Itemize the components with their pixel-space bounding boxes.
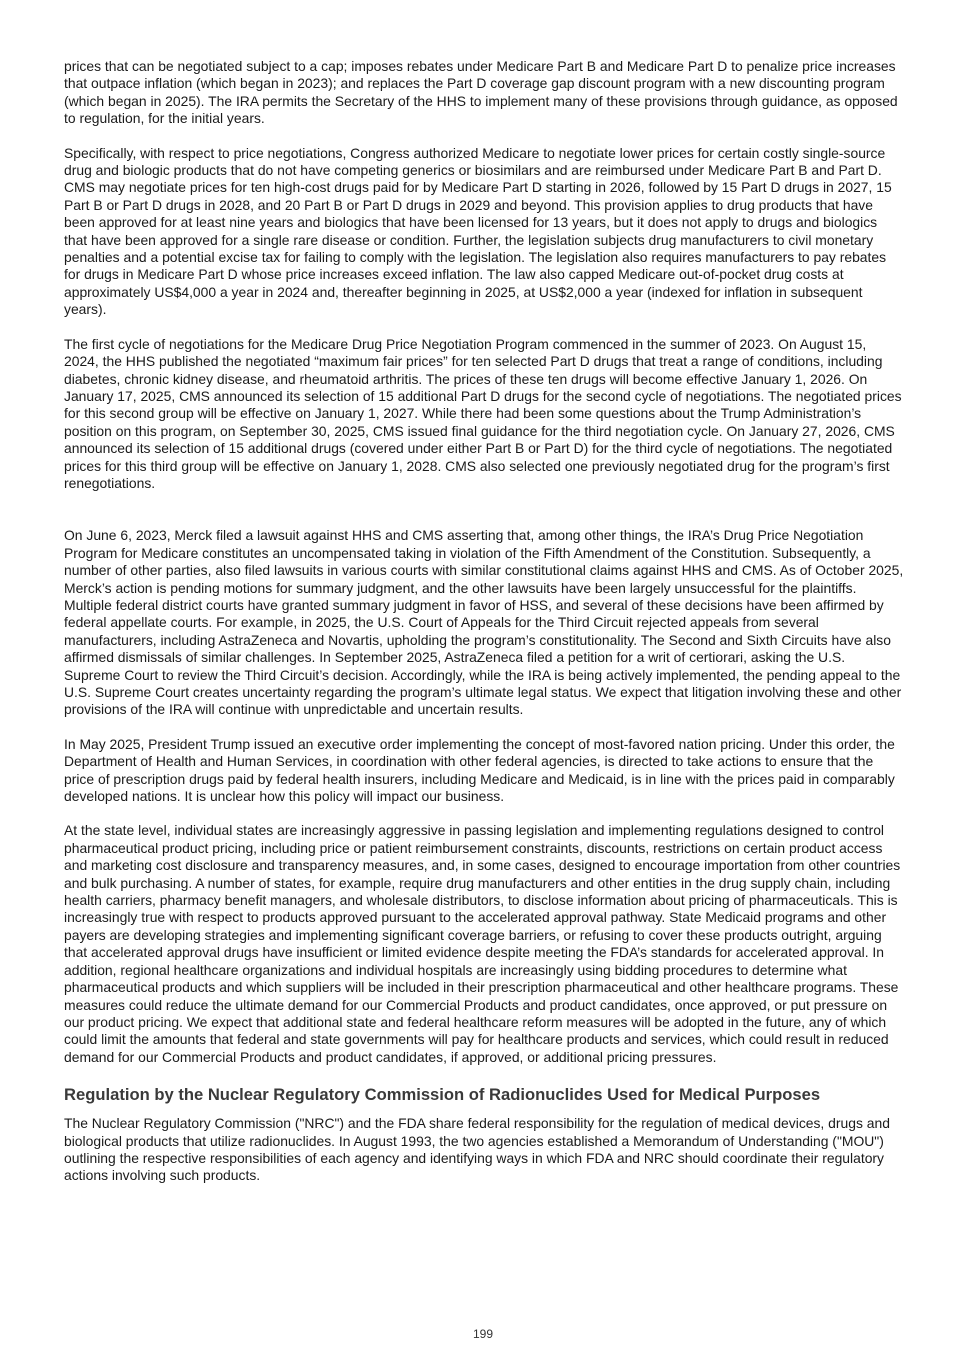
paragraph-ira-provisions: prices that can be negotiated subject to a cap; imposes rebates under Medicare Part B and Medicare Part D to penalize price increases that outpace inflation (which began in 2023); and replaces the Part D coverage gap discount program with a new discounting program (which began in 2025). The IRA permits the Secretary of the HHS to implement many of these provisions through guidance, as opposed to regulation, for the initial years. — [64, 58, 898, 127]
paragraph-price-negotiations: Specifically, with respect to price negotiations, Congress authorized Medicare to negotiate lower prices for certain costly single-source drug and biologic products that do not have competing generics or biosimilars and are reimbursed under Medicare Part B and Part D. CMS may negotiate prices for ten high-cost drugs paid for by Medicare Part D starting in 2026, followed by 15 Part D drugs in 2027, 15 Part B or Part D drugs in 2028, and 20 Part B or Part D drugs in 2029 and beyond. This provision applies to drug products that have been approved for at least nine years and biologics that have been licensed for 13 years, but it does not apply to drugs and biologics that have been approved for a single rare disease or condition. Further, the legislation subjects drug manufacturers to civil monetary penalties and a potential excise tax for failing to comply with the legislation. The legislation also requires manufacturers to pay rebates for drugs in Medicare Part D whose price increases exceed inflation. The law also capped Medicare out-of-pocket drug costs at approximately US$4,000 a year in 2024 and, thereafter beginning in 2025, at US$2,000 a year (indexed for inflation in subsequent years). — [64, 144, 892, 318]
paragraph-merck-lawsuit: On June 6, 2023, Merck filed a lawsuit against HHS and CMS asserting that, among other things, the IRA’s Drug Price Negotiation Program for Medicare constitutes an uncompensated taking in violation of the Fifth Amendment of the Constitution. Subsequently, a number of other parties, also filed lawsuits in various courts with similar constitutional claims against HHS and CMS. As of October 2025, Merck’s action is pending motions for summary judgment, and the other lawsuits have been largely unsuccessful for the plaintiffs. Multiple federal district courts have granted summary judgment in favor of HSS, and several of these decisions have been affirmed by federal appellate courts. For example, in 2025, the U.S. Court of Appeals for the Third Circuit rejected appeals from several manufacturers, including AstraZeneca and Novartis, upholding the program’s constitutionality. The Second and Sixth Circuits have also affirmed dismissals of similar challenges. In September 2025, AstraZeneca filed a petition for a writ of certiorari, asking the U.S. Supreme Court to review the Third Circuit’s decision. Accordingly, while the IRA is being actively implemented, the pending appeal to the U.S. Supreme Court creates uncertainty regarding the program’s ultimate legal status. We expect that litigation involving these and other provisions of the IRA will continue with unpredictable and uncertain results. — [64, 527, 904, 718]
paragraph-nrc-fda: The Nuclear Regulatory Commission ("NRC") and the FDA share federal responsibility for the regulation of medical devices, drugs and biological products that utilize radionuclides. In August 1993, the two agencies established a Memorandum of Understanding ("MOU") outlining the respective responsibilities of each agency and identifying ways in which FDA and NRC should coordinate their regulatory actions involving such products. — [64, 1115, 890, 1184]
paragraph-state-level: At the state level, individual states are increasingly aggressive in passing legislation and implementing regulations designed to control pharmaceutical product pricing, including price or patient reimbursement constraints, discounts, restrictions on certain product access and marketing cost disclosure and transparency measures, and, in some cases, designed to encourage importation from other countries and bulk purchasing. A number of states, for example, require drug manufacturers and other entities in the drug supply chain, including health carriers, pharmacy benefit managers, and wholesale distributors, to disclose information about pricing of pharmaceuticals. This is increasingly true with respect to products approved pursuant to the accelerated approval pathway. State Medicaid programs and other payers are developing strategies and implementing significant coverage barriers, or refusing to cover these products outright, arguing that accelerated approval drugs have insufficient or limited evidence despite meeting the FDA’s standards for accelerated approval. In addition, regional healthcare organizations and individual hospitals are increasingly using bidding procedures to determine what pharmaceutical products and which suppliers will be included in their prescription pharmaceutical and other healthcare programs. These measures could reduce the ultimate demand for our Commercial Products and product candidates, once approved, or put pressure on our product pricing. We expect that additional state and federal healthcare reform measures will be adopted in the future, any of which could limit the amounts that federal and state governments will pay for healthcare products and services, which could result in reduced demand for our Commercial Products and product candidates, if approved, or additional pricing pressures. — [64, 822, 901, 1065]
page-number: 199 — [472, 1327, 494, 1341]
document-body — [64, 58, 904, 1202]
paragraph-executive-order: In May 2025, President Trump issued an executive order implementing the concept of most-favored nation pricing. Under this order, the Department of Health and Human Services, in coordination with other federal agencies, is directed to take actions to ensure that the price of prescription drugs paid by federal health insurers, including Medicare and Medicaid, is in line with the prices paid in comparably developed nations. It is unclear how this policy will impact our business. — [64, 735, 895, 805]
paragraph-negotiation-cycles: The first cycle of negotiations for the Medicare Drug Price Negotiation Program commenced in the summer of 2023. On August 15, 2024, the HHS published the negotiated “maximum fair prices” for ten selected Part D drugs that treat a range of conditions, including diabetes, chronic kidney disease, and rheumatoid arthritis. The prices of these ten drugs will become effective January 1, 2026. On January 17, 2025, CMS announced its selection of 15 additional Part D drugs for the second cycle of negotiations. The negotiated prices for this second group will be effective on January 1, 2027. While there had been some questions about the Trump Administration’s position on this program, on September 30, 2025, CMS issued final guidance for the third negotiation cycle. On January 27, 2026, CMS announced its selection of 15 additional drugs (covered under either Part B or Part D) for the third cycle of negotiations. The negotiated prices for this third group will be effective on January 1, 2028. CMS also selected one previously negotiated drug for the program’s first renegotiations. — [64, 335, 902, 491]
section-heading: Regulation by the Nuclear Regulatory Commission of Radionuclides Used for Medical Purposes — [64, 1085, 821, 1105]
